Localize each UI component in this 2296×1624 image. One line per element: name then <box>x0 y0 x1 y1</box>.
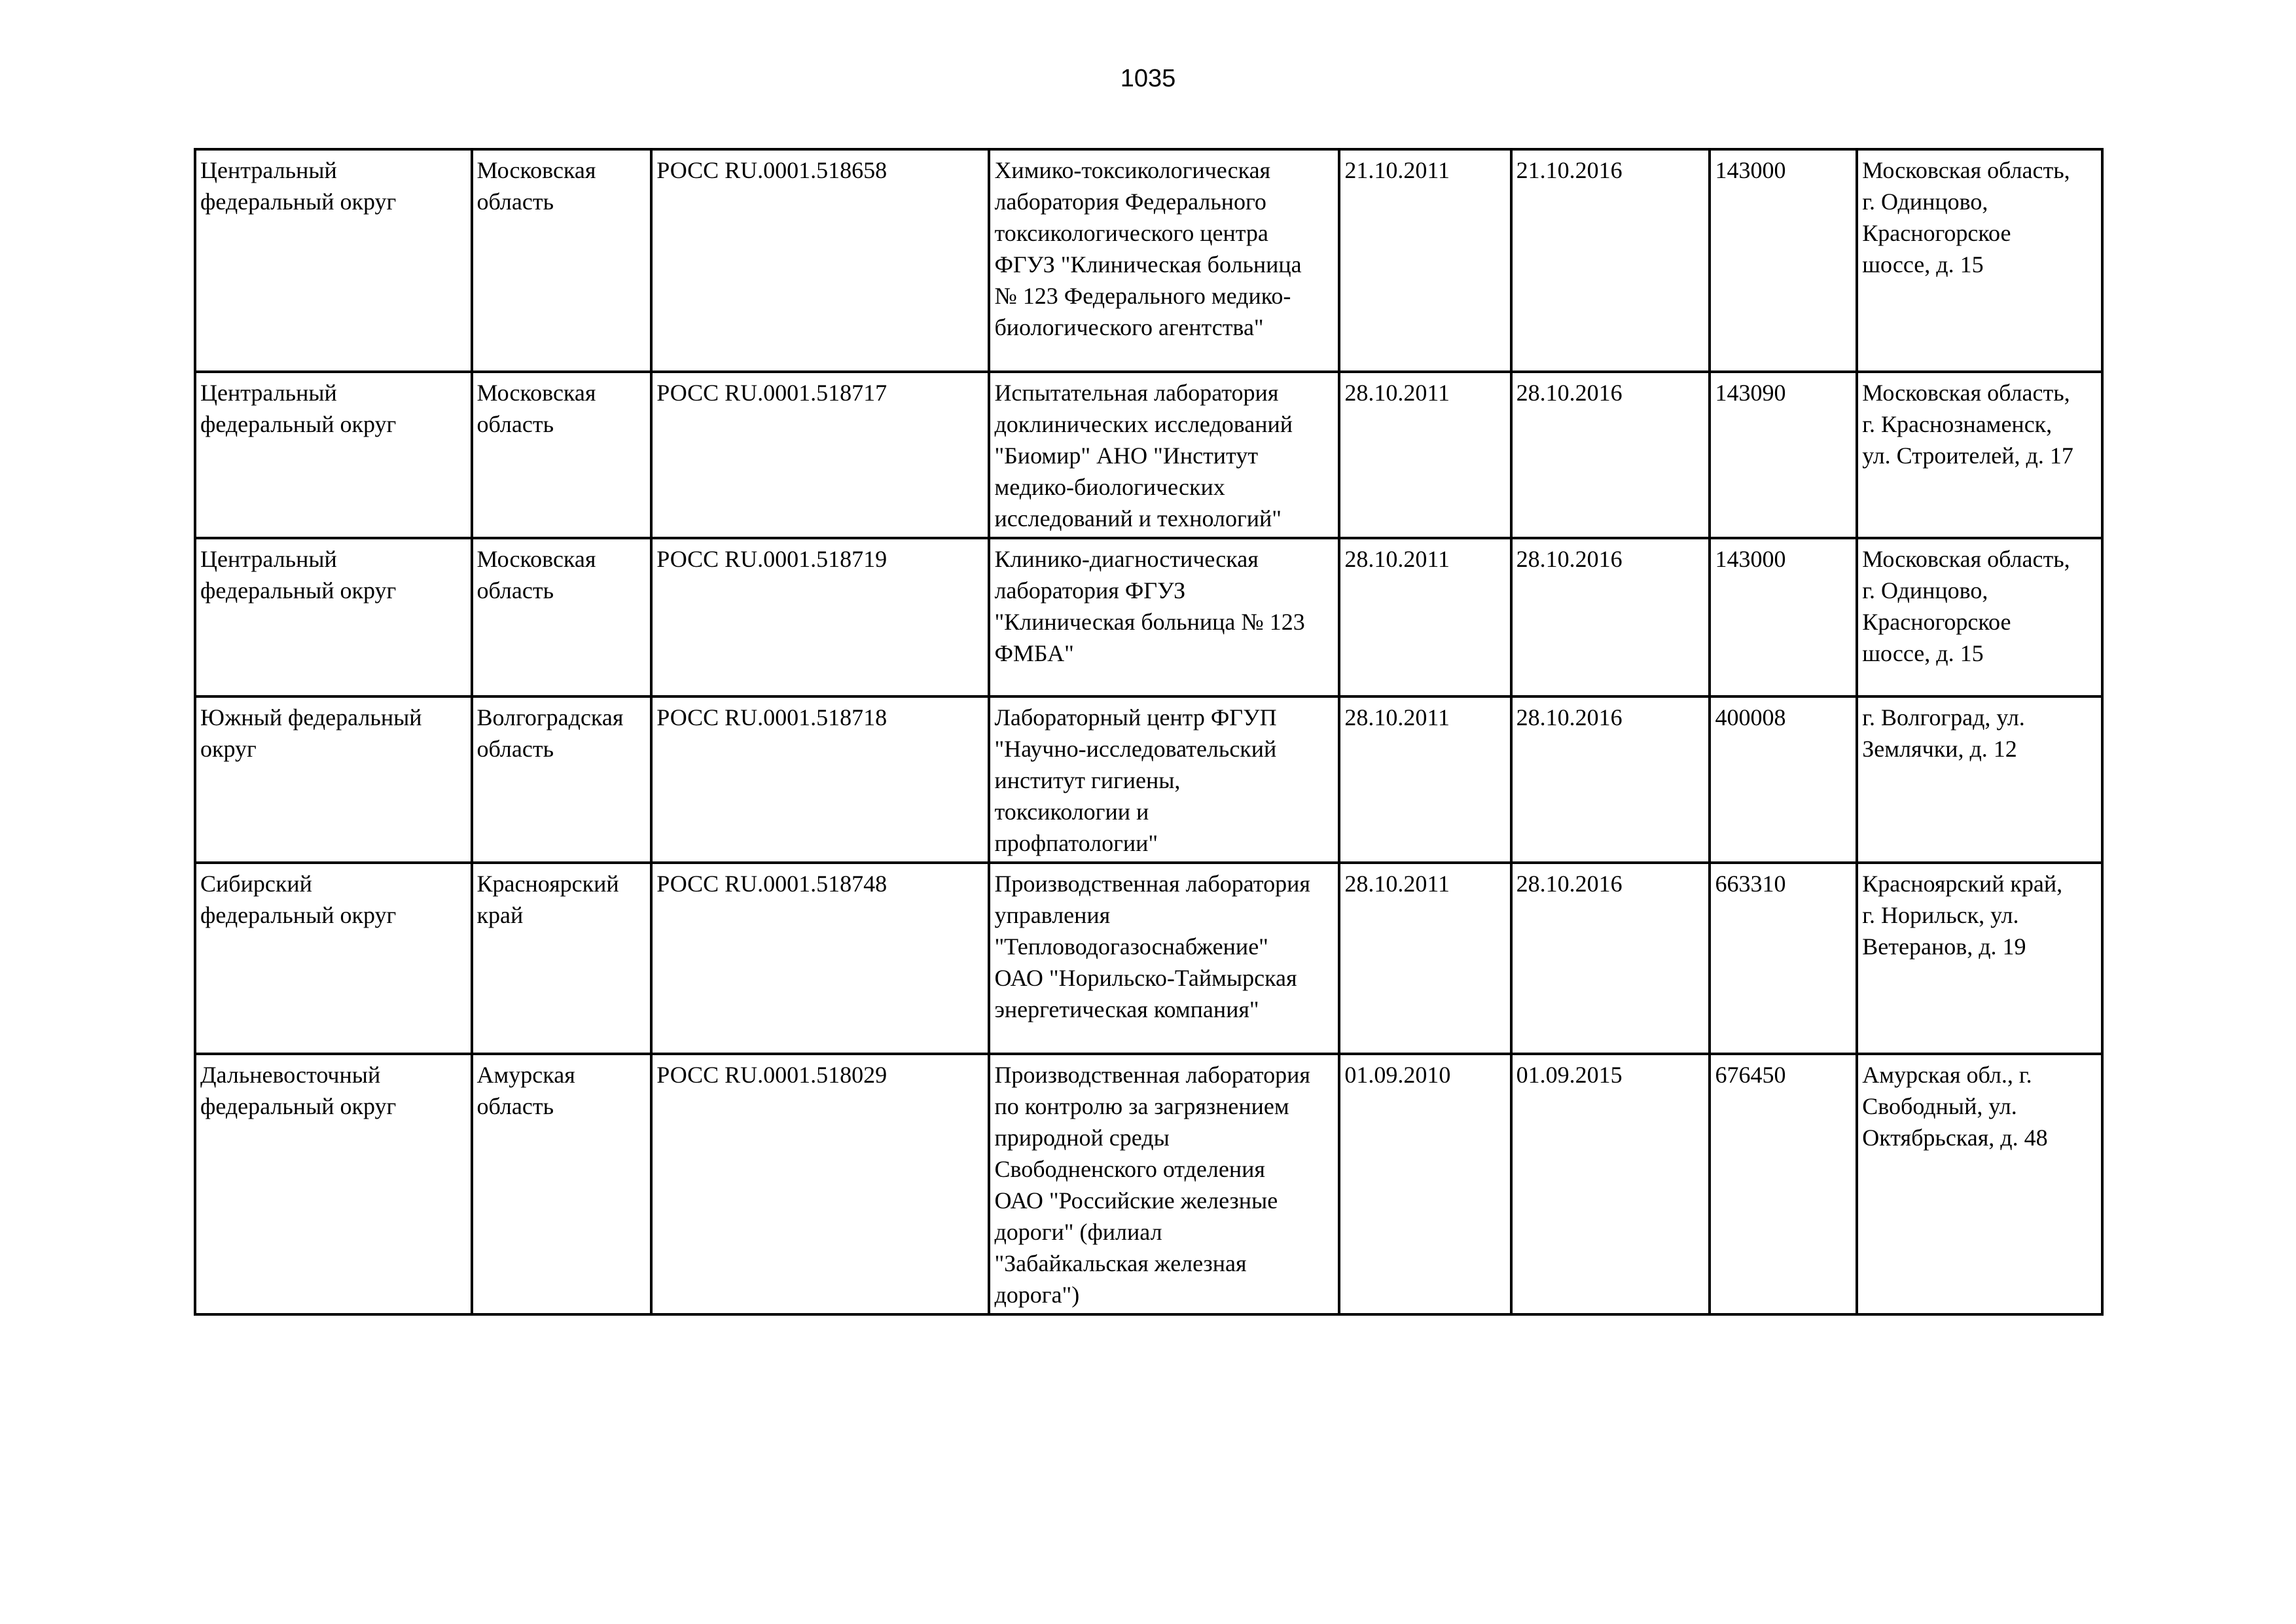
valid-from-cell: 21.10.2011 <box>1339 149 1511 372</box>
laboratory-name-cell: Химико-токсикологическая лаборатория Федерального токсикологического центра ФГУЗ "Клиническая больница № 123 Федерального медико- биологического агентства" <box>989 149 1339 372</box>
region-cell: Красноярский край <box>472 863 652 1054</box>
laboratory-name-cell: Клинико-диагностическая лаборатория ФГУЗ "Клиническая больница № 123 ФМБА" <box>989 538 1339 696</box>
certificate-number-cell: РОСС RU.0001.518748 <box>651 863 989 1054</box>
address-cell: Амурская обл., г. Свободный, ул. Октябрьская, д. 48 <box>1857 1054 2102 1314</box>
laboratory-name-cell: Производственная лаборатория по контролю за загрязнением природной среды Свободненского отделения ОАО "Российские железные дороги" (филиал "Забайкальская железная дорога") <box>989 1054 1339 1314</box>
postcode-cell: 400008 <box>1710 696 1857 863</box>
federal-district-cell: Центральный федеральный округ <box>195 372 472 538</box>
region-cell: Московская область <box>472 149 652 372</box>
certificate-number-cell: РОСС RU.0001.518717 <box>651 372 989 538</box>
laboratory-name-cell: Производственная лаборатория управления "Тепловодогазоснабжение" ОАО "Норильско-Таймырская энергетическая компания" <box>989 863 1339 1054</box>
address-cell: Московская область, г. Одинцово, Красногорское шоссе, д. 15 <box>1857 149 2102 372</box>
postcode-cell: 143090 <box>1710 372 1857 538</box>
laboratory-name-cell: Испытательная лаборатория доклинических исследований "Биомир" АНО "Институт медико-биологических исследований и технологий" <box>989 372 1339 538</box>
table-row <box>195 863 2102 1054</box>
laboratory-registry-table <box>194 148 2104 1316</box>
postcode-cell: 143000 <box>1710 149 1857 372</box>
valid-from-cell: 28.10.2011 <box>1339 538 1511 696</box>
table-row <box>195 372 2102 538</box>
address-cell: Московская область, г. Одинцово, Красногорское шоссе, д. 15 <box>1857 538 2102 696</box>
address-cell: Московская область, г. Краснознаменск, ул. Строителей, д. 17 <box>1857 372 2102 538</box>
page-number: 1035 <box>1120 65 1176 92</box>
federal-district-cell: Центральный федеральный округ <box>195 538 472 696</box>
certificate-number-cell: РОСС RU.0001.518029 <box>651 1054 989 1314</box>
address-cell: Красноярский край, г. Норильск, ул. Ветеранов, д. 19 <box>1857 863 2102 1054</box>
federal-district-cell: Дальневосточный федеральный округ <box>195 1054 472 1314</box>
valid-to-cell: 28.10.2016 <box>1511 863 1710 1054</box>
table-row <box>195 149 2102 372</box>
valid-from-cell: 28.10.2011 <box>1339 372 1511 538</box>
postcode-cell: 663310 <box>1710 863 1857 1054</box>
postcode-cell: 676450 <box>1710 1054 1857 1314</box>
valid-to-cell: 28.10.2016 <box>1511 538 1710 696</box>
certificate-number-cell: РОСС RU.0001.518718 <box>651 696 989 863</box>
table-row <box>195 696 2102 863</box>
region-cell: Московская область <box>472 538 652 696</box>
region-cell: Волгоградская область <box>472 696 652 863</box>
table-row <box>195 538 2102 696</box>
valid-from-cell: 28.10.2011 <box>1339 696 1511 863</box>
federal-district-cell: Южный федеральный округ <box>195 696 472 863</box>
address-cell: г. Волгоград, ул. Землячки, д. 12 <box>1857 696 2102 863</box>
valid-to-cell: 21.10.2016 <box>1511 149 1710 372</box>
postcode-cell: 143000 <box>1710 538 1857 696</box>
laboratory-name-cell: Лабораторный центр ФГУП "Научно-исследовательский институт гигиены, токсикологии и профпатологии" <box>989 696 1339 863</box>
certificate-number-cell: РОСС RU.0001.518658 <box>651 149 989 372</box>
region-cell: Амурская область <box>472 1054 652 1314</box>
region-cell: Московская область <box>472 372 652 538</box>
valid-to-cell: 28.10.2016 <box>1511 696 1710 863</box>
federal-district-cell: Центральный федеральный округ <box>195 149 472 372</box>
certificate-number-cell: РОСС RU.0001.518719 <box>651 538 989 696</box>
federal-district-cell: Сибирский федеральный округ <box>195 863 472 1054</box>
valid-to-cell: 28.10.2016 <box>1511 372 1710 538</box>
table-row <box>195 1054 2102 1314</box>
valid-from-cell: 28.10.2011 <box>1339 863 1511 1054</box>
valid-to-cell: 01.09.2015 <box>1511 1054 1710 1314</box>
valid-from-cell: 01.09.2010 <box>1339 1054 1511 1314</box>
